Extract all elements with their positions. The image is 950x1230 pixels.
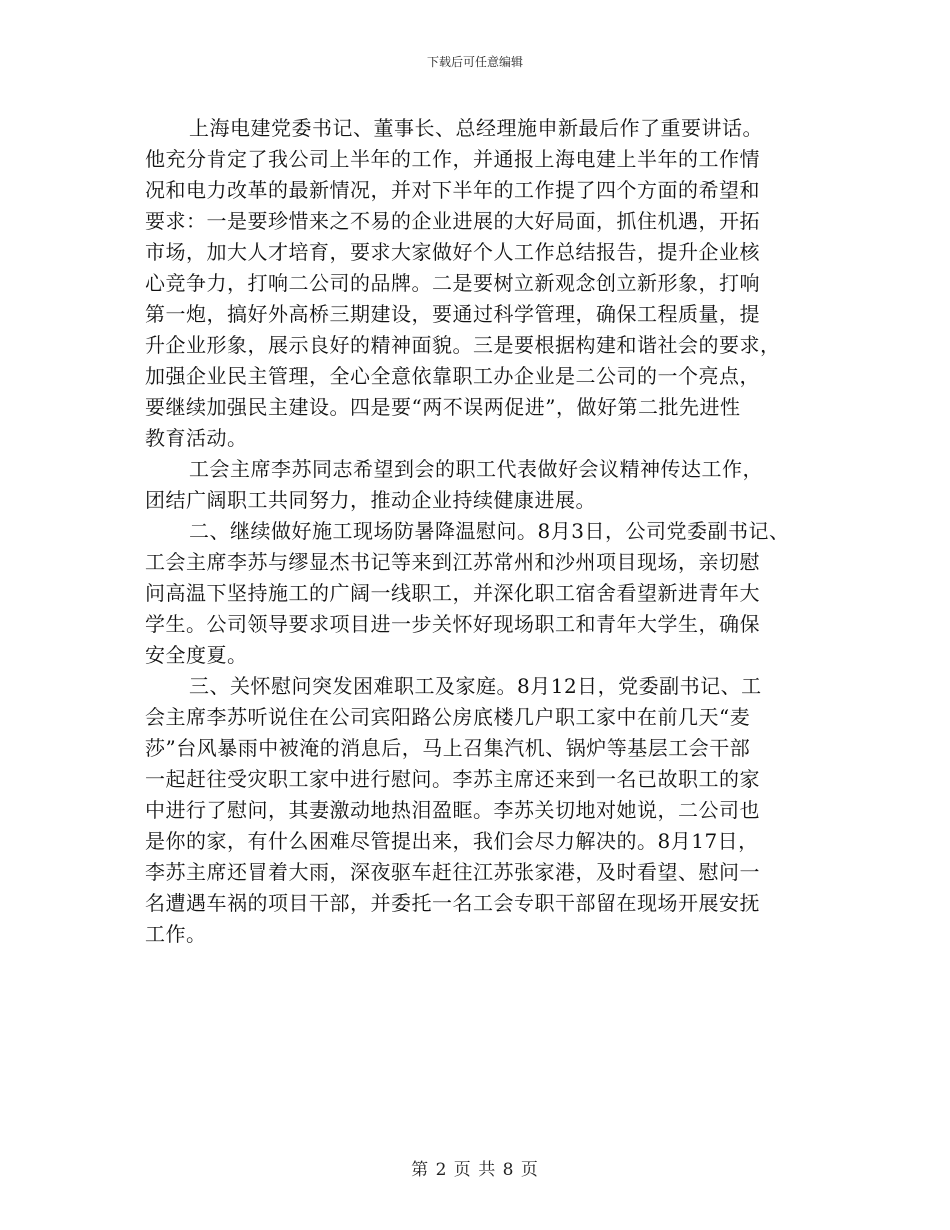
text-line: 团结广阔职工共同努力，推动企业持续健康进展。 <box>145 488 596 512</box>
text-line: 学生。公司领导要求项目进一步关怀好现场职工和青年大学生，确保 <box>145 612 760 636</box>
text-line: 问高温下坚持施工的广阔一线职工，并深化职工宿舍看望新进青年大 <box>145 581 760 605</box>
page-header-note: 下载后可任意编辑 <box>426 55 523 69</box>
text-line: 工会主席李苏同志希望到会的职工代表做好会议精神传达工作， <box>189 457 763 481</box>
text-line: 一起赶往受灾职工家中进行慰问。李苏主席还来到一名已故职工的家 <box>145 767 760 791</box>
text-line: 要求：一是要珍惜来之不易的企业进展的大好局面，抓住机遇，开拓 <box>145 209 760 233</box>
text-line: 名遭遇车祸的项目干部，并委托一名工会专职干部留在现场开展安抚 <box>145 891 760 915</box>
text-line: 李苏主席还冒着大雨，深夜驱车赶往江苏张家港，及时看望、慰问一 <box>145 860 760 884</box>
text-line: 工作。 <box>145 922 207 946</box>
text-line: 升企业形象，展示良好的精神面貌。三是要根据构建和谐社会的要求， <box>145 333 781 357</box>
text-line: 莎”台风暴雨中被淹的消息后，马上召集汽机、锅炉等基层工会干部 <box>145 736 751 760</box>
text-line: 二、继续做好施工现场防暑降温慰问。8月3日，公司党委副书记、 <box>189 519 790 543</box>
text-line: 心竞争力，打响二公司的品牌。二是要树立新观念创立新形象，打响 <box>145 271 760 295</box>
text-line: 是你的家，有什么困难尽管提出来，我们会尽力解决的。8月17日， <box>145 829 759 853</box>
text-line: 安全度夏。 <box>145 643 248 667</box>
text-line: 工会主席李苏与缪显杰书记等来到江苏常州和沙州项目现场，亲切慰 <box>145 550 760 574</box>
document-body <box>145 113 805 950</box>
text-line: 中进行了慰问，其妻激动地热泪盈眶。李苏关切地对她说，二公司也 <box>145 798 760 822</box>
text-line: 教育活动。 <box>145 426 248 450</box>
text-line: 市场，加大人才培育，要求大家做好个人工作总结报告，提升企业核 <box>145 240 760 264</box>
text-line: 会主席李苏听说住在公司宾阳路公房底楼几户职工家中在前几天“麦 <box>145 705 751 729</box>
text-line: 他充分肯定了我公司上半年的工作，并通报上海电建上半年的工作情 <box>145 147 760 171</box>
text-line: 上海电建党委书记、董事长、总经理施申新最后作了重要讲话。 <box>189 116 763 140</box>
text-line: 况和电力改革的最新情况，并对下半年的工作提了四个方面的希望和 <box>145 178 760 202</box>
page-number: 第 2 页 共 8 页 <box>411 1160 539 1180</box>
text-line: 加强企业民主管理，全心全意依靠职工办企业是二公司的一个亮点， <box>145 364 760 388</box>
text-line: 要继续加强民主建设。四是要“两不误两促进”，做好第二批先进性 <box>145 395 741 419</box>
text-line: 三、关怀慰问突发困难职工及家庭。8月12日，党委副书记、工 <box>189 674 762 698</box>
text-line: 第一炮，搞好外高桥三期建设，要通过科学管理，确保工程质量，提 <box>145 302 760 326</box>
